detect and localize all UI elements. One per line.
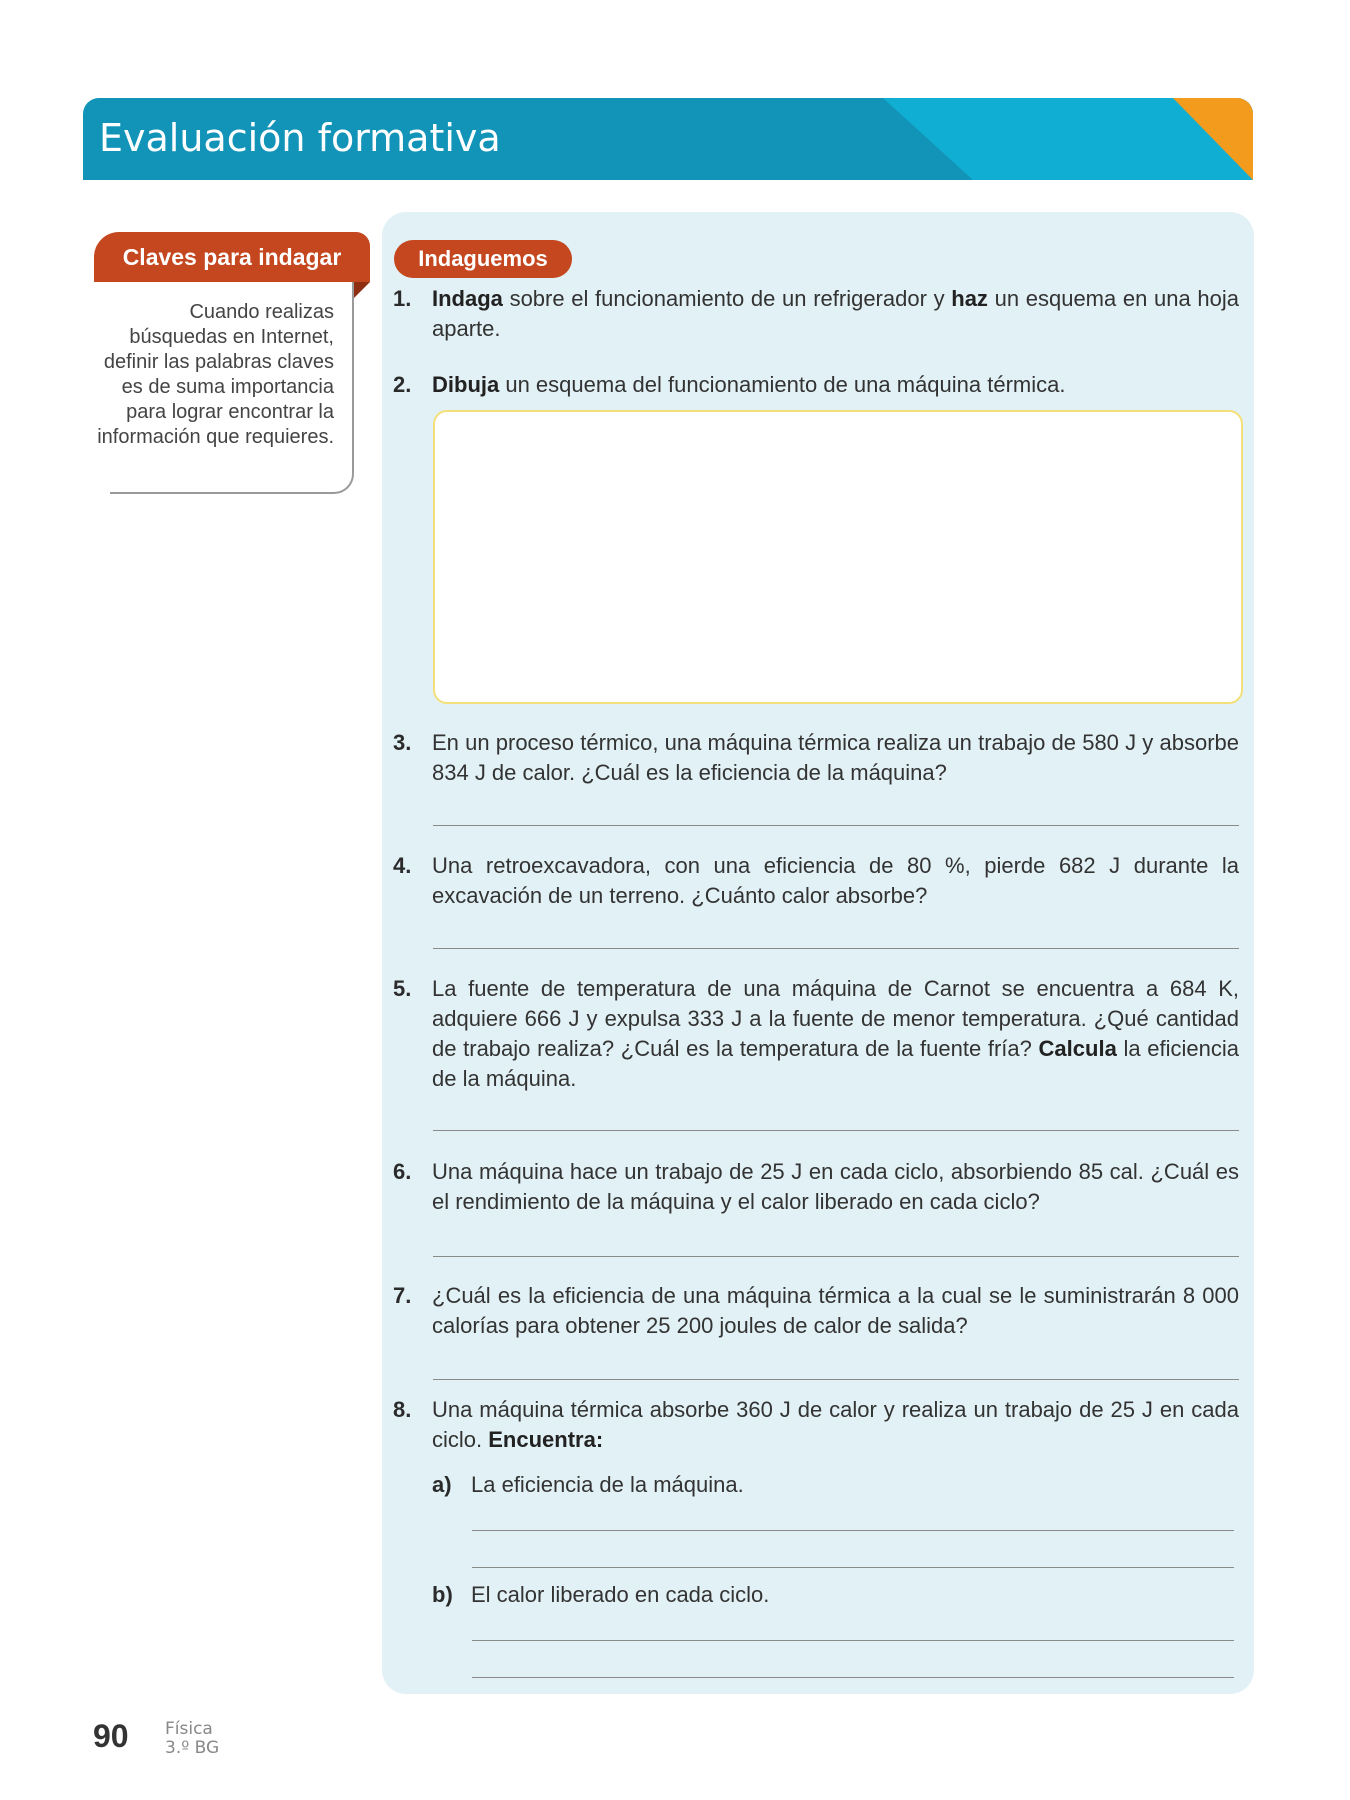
question-number: 4. bbox=[393, 853, 412, 878]
question-text bbox=[432, 284, 1239, 344]
question-3 bbox=[393, 728, 1239, 788]
question-text bbox=[432, 974, 1239, 1094]
answer-line[interactable] bbox=[433, 1379, 1239, 1380]
question-number: 3. bbox=[393, 730, 412, 755]
dua-title: DUA bbox=[1015, 12, 1075, 42]
question-text: ¿Cuál es la eficiencia de una máquina térmica a la cual se le suministrarán 8 000 calorías para obtener 25 200 joules de calor de salida? bbox=[432, 1283, 1239, 1338]
answer-line[interactable] bbox=[433, 1256, 1239, 1257]
question-text-part: sobre el funcionamiento de un refrigerador y bbox=[502, 286, 952, 311]
indaguemos-tab: Indaguemos bbox=[394, 240, 572, 278]
question-2 bbox=[393, 370, 1239, 400]
question-text bbox=[432, 370, 1239, 400]
dua-subtitle: Acción y expresión bbox=[944, 46, 1146, 71]
question-4 bbox=[393, 851, 1239, 911]
question-text-part: la eficiencia de la máquina. bbox=[432, 1036, 1239, 1091]
subitem-text: La eficiencia de la máquina. bbox=[471, 1472, 744, 1497]
page-number: 90 bbox=[93, 1718, 129, 1754]
drawing-area[interactable] bbox=[433, 410, 1243, 704]
subitem-b bbox=[432, 1580, 1232, 1610]
claves-tab: Claves para indagar bbox=[94, 232, 370, 282]
question-text-part: Una máquina térmica absorbe 360 J de calor y realiza un trabajo de 25 J en cada ciclo. bbox=[432, 1397, 1239, 1452]
answer-line[interactable] bbox=[472, 1677, 1234, 1678]
subitem-label: a) bbox=[432, 1472, 452, 1497]
answer-line[interactable] bbox=[433, 825, 1239, 826]
question-text-part: un esquema del funcionamiento de una máquina térmica. bbox=[499, 372, 1066, 397]
question-7 bbox=[393, 1281, 1239, 1341]
subject-name: Física bbox=[165, 1719, 213, 1739]
page-title: Evaluación formativa bbox=[99, 116, 501, 160]
grade-label: 3.º BG bbox=[165, 1738, 220, 1758]
subitem-text: El calor liberado en cada ciclo. bbox=[471, 1582, 770, 1607]
question-text bbox=[432, 1395, 1239, 1455]
question-text-part: La fuente de temperatura de una máquina de Carnot se encuentra a 684 K, adquiere 666 J y expulsa 333 J a la fuente de menor temperatura. ¿Qué cantidad de trabajo realiza? ¿Cuál es la temperatura de la fuente fría? bbox=[432, 976, 1239, 1061]
answer-line[interactable] bbox=[472, 1640, 1234, 1641]
subitem-label: b) bbox=[432, 1582, 453, 1607]
question-number: 7. bbox=[393, 1283, 412, 1308]
question-5 bbox=[393, 974, 1239, 1094]
answer-line[interactable] bbox=[433, 948, 1239, 949]
answer-line[interactable] bbox=[472, 1567, 1234, 1568]
question-8 bbox=[393, 1395, 1239, 1455]
question-number: 2. bbox=[393, 372, 412, 397]
keyword: haz bbox=[951, 286, 988, 311]
answer-line[interactable] bbox=[472, 1530, 1234, 1531]
question-text-part: un esquema en una hoja aparte. bbox=[432, 286, 1240, 341]
claves-text: Cuando realizas búsquedas en Internet, definir las palabras claves es de suma importancia para lograr encontrar la información que requieres. bbox=[97, 301, 334, 448]
question-number: 1. bbox=[393, 286, 412, 311]
footer-subject bbox=[165, 1720, 219, 1758]
question-text: Una retroexcavadora, con una eficiencia de 80 %, pierde 682 J durante la excavación de un terreno. ¿Cuánto calor absorbe? bbox=[432, 853, 1239, 908]
question-number: 6. bbox=[393, 1159, 412, 1184]
answer-line[interactable] bbox=[433, 1130, 1239, 1131]
keyword: Encuentra: bbox=[488, 1427, 604, 1452]
question-text: Una máquina hace un trabajo de 25 J en cada ciclo, absorbiendo 85 cal. ¿Cuál es el rendimiento de la máquina y el calor liberado en cada ciclo? bbox=[432, 1159, 1239, 1214]
keyword: Calcula bbox=[1038, 1036, 1117, 1061]
page-header bbox=[83, 98, 1253, 180]
keyword: Indaga bbox=[432, 286, 503, 311]
question-number: 8. bbox=[393, 1397, 412, 1422]
question-6 bbox=[393, 1157, 1239, 1217]
question-1 bbox=[393, 284, 1239, 344]
question-text: En un proceso térmico, una máquina térmica realiza un trabajo de 580 J y absorbe 834 J de calor. ¿Cuál es la eficiencia de la máquina? bbox=[432, 730, 1239, 785]
subitem-a bbox=[432, 1470, 1232, 1500]
keyword: Dibuja bbox=[432, 372, 500, 397]
question-number: 5. bbox=[393, 976, 412, 1001]
